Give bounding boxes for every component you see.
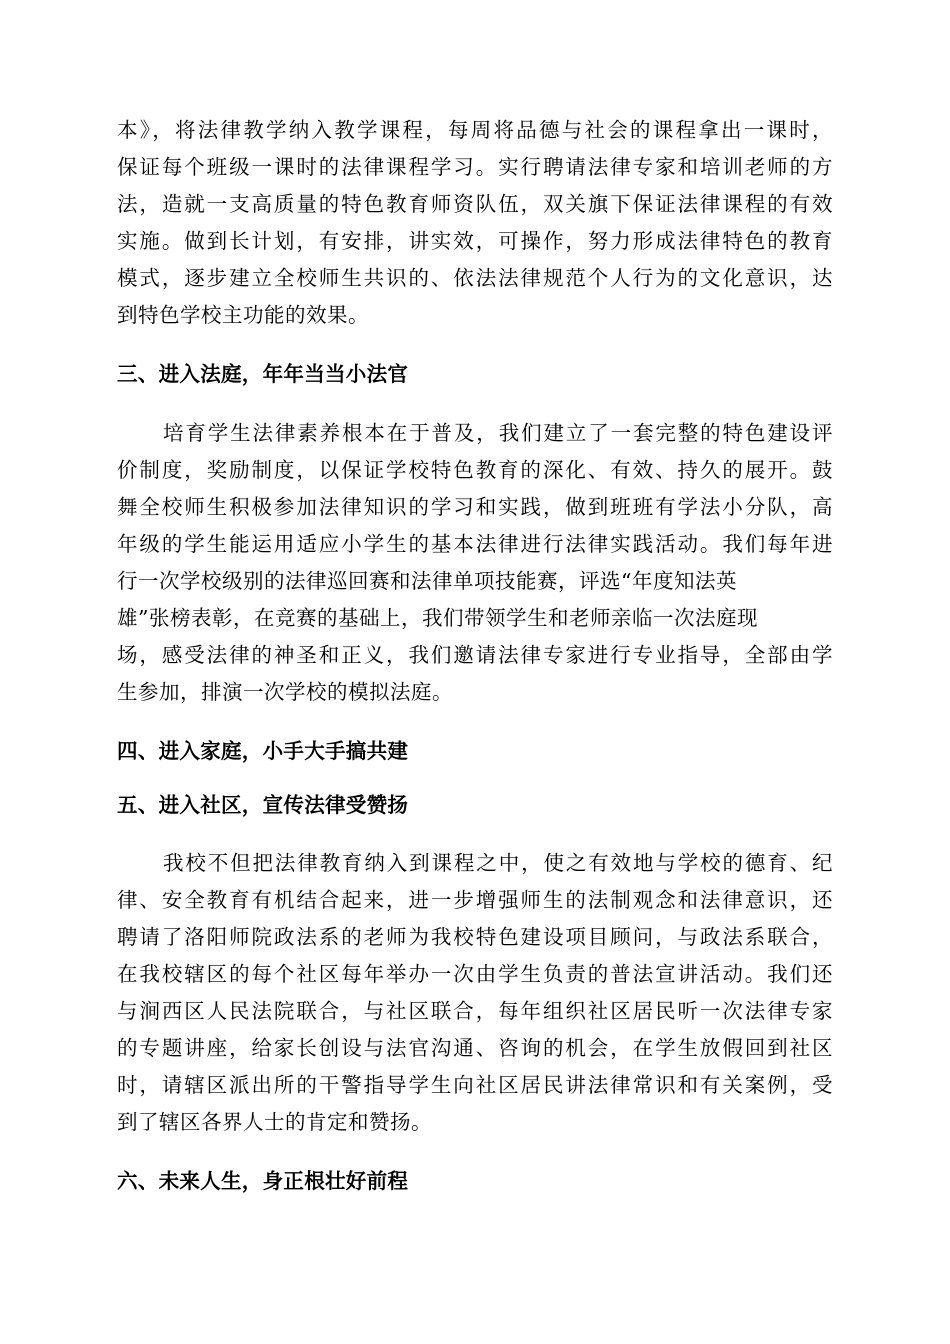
paragraph-2-line-5: 行一次学校级别的法律巡回赛和法律单项技能赛，评选“年度知法英	[117, 569, 737, 593]
paragraph-1-line-5: 模式，逐步建立全校师生共识的、依法法律规范个人行为的文化意识，达	[117, 266, 833, 290]
paragraph-2-line-2: 价制度，奖励制度，以保证学校特色教育的深化、有效、持久的展开。鼓	[117, 458, 833, 482]
paragraph-2-line-1: 培育学生法律素养根本在于普及，我们建立了一套完整的特色建设评	[163, 421, 833, 445]
paragraph-1-line-4: 实施。做到长计划，有安排，讲实效，可操作，努力形成法律特色的教育	[117, 229, 833, 253]
paragraph-1-line-6: 到特色学校主功能的效果。	[117, 303, 369, 327]
paragraph-2-line-4: 年级的学生能运用适应小学生的基本法律进行法律实践活动。我们每年进	[117, 532, 833, 556]
paragraph-3-line-3: 聘请了洛阳师院政法系的老师为我校特色建设项目顾问，与政法系联合，	[117, 925, 833, 949]
paragraph-1-line-1: 本》，将法律教学纳入教学课程，每周将品德与社会的课程拿出一课时，	[117, 118, 833, 142]
paragraph-2-line-8: 生参加，排演一次学校的模拟法庭。	[117, 680, 453, 704]
paragraph-3-line-7: 时，请辖区派出所的干警指导学生向社区居民讲法律常识和有关案例，受	[117, 1073, 833, 1097]
paragraph-1-line-3: 法，造就一支高质量的特色教育师资队伍，双关旗下保证法律课程的有效	[117, 192, 833, 216]
paragraph-1-line-2: 保证每个班级一课时的法律课程学习。实行聘请法律专家和培训老师的方	[117, 155, 833, 179]
paragraph-3-line-5: 与涧西区人民法院联合，与社区联合，每年组织社区居民听一次法律专家	[117, 999, 833, 1023]
paragraph-2-line-6: 雄”张榜表彰，在竞赛的基础上，我们带领学生和老师亲临一次法庭现	[117, 606, 758, 630]
paragraph-3-line-2: 律、安全教育有机结合起来，进一步增强师生的法制观念和法律意识，还	[117, 888, 833, 912]
section-heading-3: 三、进入法庭，年年当当小法官	[117, 362, 409, 386]
paragraph-2-line-3: 舞全校师生积极参加法律知识的学习和实践，做到班班有学法小分队，高	[117, 495, 833, 519]
section-heading-6: 六、未来人生，身正根壮好前程	[117, 1169, 409, 1193]
section-heading-4: 四、进入家庭，小手大手搞共建	[117, 739, 409, 763]
paragraph-3-line-6: 的专题讲座，给家长创设与法官沟通、咨询的机会，在学生放假回到社区	[117, 1036, 833, 1060]
paragraph-2-line-7: 场，感受法律的神圣和正义，我们邀请法律专家进行专业指导，全部由学	[117, 643, 833, 667]
paragraph-3-line-4: 在我校辖区的每个社区每年举办一次由学生负责的普法宣讲活动。我们还	[117, 962, 833, 986]
paragraph-3-line-1: 我校不但把法律教育纳入到课程之中，使之有效地与学校的德育、纪	[163, 851, 833, 875]
section-heading-5: 五、进入社区，宣传法律受赞扬	[117, 793, 409, 817]
paragraph-3-line-8: 到了辖区各界人士的肯定和赞扬。	[117, 1110, 432, 1134]
